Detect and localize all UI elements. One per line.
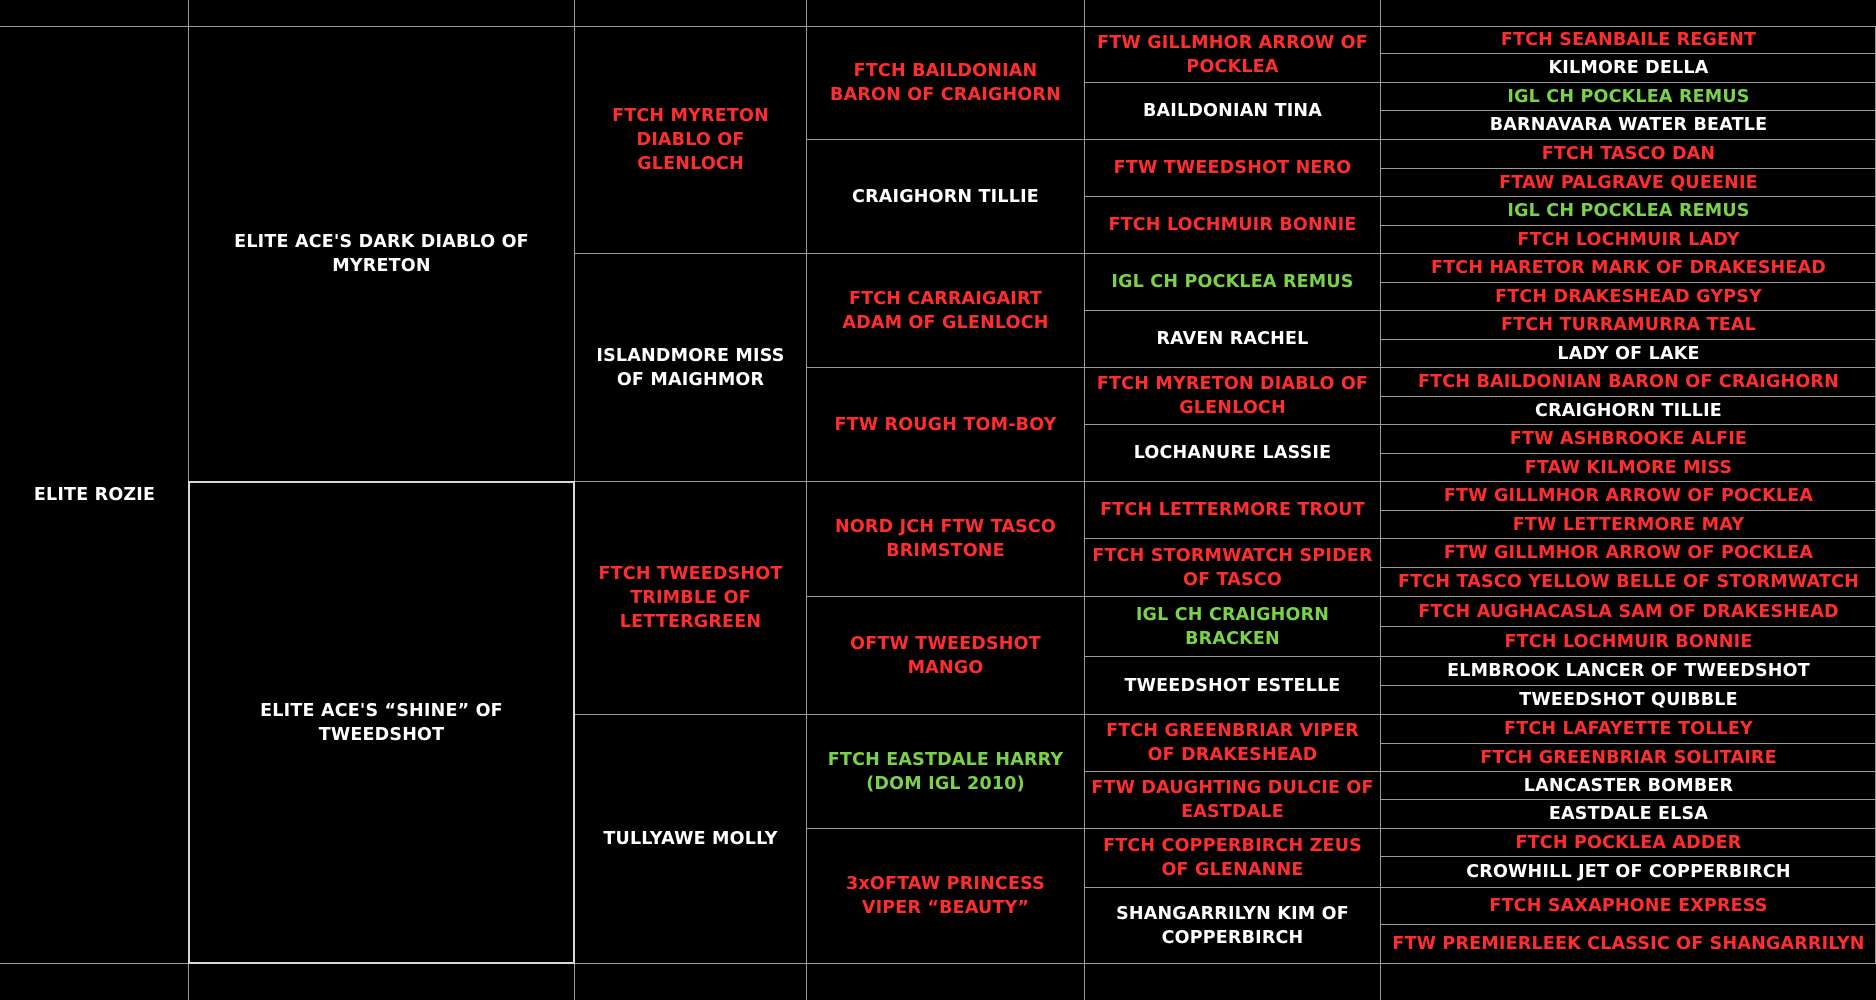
gen5-dog: FTCH TASCO DAN xyxy=(1541,144,1716,164)
gen5-dog: FTCH GREENBRIAR SOLITAIRE xyxy=(1480,747,1777,768)
gen3-dog: NORD JCH FTW TASCO BRIMSTONE xyxy=(834,517,1057,561)
gen4-dog: FTCH COPPERBIRCH ZEUS OF GLENANNE xyxy=(1103,836,1362,880)
gen5-dog: FTW LETTERMORE MAY xyxy=(1512,514,1745,535)
gen5-dog: TWEEDSHOT QUIBBLE xyxy=(1519,690,1738,710)
gen4-dog: FTCH GREENBRIAR VIPER OF DRAKESHEAD xyxy=(1106,721,1359,765)
gen2-dog: FTCH MYRETON DIABLO OF GLENLOCH xyxy=(612,106,769,174)
gen5-dog: FTAW KILMORE MISS xyxy=(1524,457,1733,478)
gen5-dog: IGL CH POCKLEA REMUS xyxy=(1507,86,1750,107)
gen3-dog: FTCH CARRAIGAIRT ADAM OF GLENLOCH xyxy=(842,288,1049,333)
gen5-dog: IGL CH POCKLEA REMUS xyxy=(1507,201,1750,221)
gen5-dog: FTCH BAILDONIAN BARON OF CRAIGHORN xyxy=(1418,372,1839,392)
gen5-dog: FTW PREMIERLEEK CLASSIC OF SHANGARRILYN xyxy=(1392,934,1865,954)
gen5-dog: FTCH POCKLEA ADDER xyxy=(1515,832,1742,853)
gen5-dog: FTW ASHBROOKE ALFIE xyxy=(1509,429,1748,449)
gen1-dog: ELITE ACE'S “SHINE” OF TWEEDSHOT xyxy=(260,700,503,745)
gen5-dog: FTCH SAXAPHONE EXPRESS xyxy=(1489,896,1768,916)
gen2-dog: TULLYAWE MOLLY xyxy=(603,829,778,849)
gen4-dog: FTW TWEEDSHOT NERO xyxy=(1113,158,1352,178)
gen4-dog: FTW DAUGHTING DULCIE OF EASTDALE xyxy=(1091,778,1374,822)
gen5-dog: KILMORE DELLA xyxy=(1548,58,1709,78)
gen5-dog: EASTDALE ELSA xyxy=(1548,804,1709,824)
gen5-dog: FTCH TASCO YELLOW BELLE OF STORMWATCH xyxy=(1398,572,1859,592)
gen5-dog: CROWHILL JET OF COPPERBIRCH xyxy=(1466,862,1791,882)
gen4-dog: FTW GILLMHOR ARROW OF POCKLEA xyxy=(1097,32,1368,77)
subject-dog: ELITE ROZIE xyxy=(33,485,156,505)
gen4-dog: SHANGARRILYN KIM OF COPPERBIRCH xyxy=(1116,903,1349,948)
gen5-dog: FTW GILLMHOR ARROW OF POCKLEA xyxy=(1443,486,1814,506)
gen4-dog: FTCH MYRETON DIABLO OF GLENLOCH xyxy=(1096,374,1369,418)
selection-frame xyxy=(188,481,575,964)
gen5-dog: CRAIGHORN TILLIE xyxy=(1535,400,1722,421)
gen5-dog: FTCH AUGHACASLA SAM OF DRAKESHEAD xyxy=(1418,601,1839,622)
gen5-dog: LANCASTER BOMBER xyxy=(1523,775,1734,796)
gen5-dog: FTCH SEANBAILE REGENT xyxy=(1500,30,1757,50)
gen4-dog: RAVEN RACHEL xyxy=(1156,329,1309,349)
gen5-dog: FTCH DRAKESHEAD GYPSY xyxy=(1495,286,1762,307)
gen3-dog: CRAIGHORN TILLIE xyxy=(852,186,1039,207)
gen3-dog: FTCH BAILDONIAN BARON OF CRAIGHORN xyxy=(830,61,1061,105)
gen5-dog: FTCH LOCHMUIR BONNIE xyxy=(1504,631,1753,652)
gen3-dog: OFTW TWEEDSHOT MANGO xyxy=(850,633,1041,678)
gen5-dog: FTCH LAFAYETTE TOLLEY xyxy=(1504,719,1753,739)
gen4-dog: FTCH LOCHMUIR BONNIE xyxy=(1108,215,1357,235)
gen2-dog: ISLANDMORE MISS OF MAIGHMOR xyxy=(596,345,785,390)
gen4-dog: FTCH LETTERMORE TROUT xyxy=(1100,500,1365,520)
gen4-dog: TWEEDSHOT ESTELLE xyxy=(1124,675,1341,696)
gen4-dog: BAILDONIAN TINA xyxy=(1142,101,1323,121)
gen3-dog: 3xOFTAW PRINCESS VIPER “BEAUTY” xyxy=(846,874,1045,918)
gen3-dog: FTCH EASTDALE HARRY (DOM IGL 2010) xyxy=(827,749,1064,794)
gen5-dog: FTW GILLMHOR ARROW OF POCKLEA xyxy=(1443,543,1814,563)
gen1-dog: ELITE ACE'S DARK DIABLO OF MYRETON xyxy=(234,232,529,276)
gen5-dog: BARNAVARA WATER BEATLE xyxy=(1489,115,1768,135)
gen4-dog: IGL CH CRAIGHORN BRACKEN xyxy=(1135,604,1330,649)
gen2-dog: FTCH TWEEDSHOT TRIMBLE OF LETTERGREEN xyxy=(598,564,783,632)
gen4-dog: FTCH STORMWATCH SPIDER OF TASCO xyxy=(1092,545,1373,590)
gen5-dog: FTAW PALGRAVE QUEENIE xyxy=(1499,172,1758,193)
gen5-dog: FTCH TURRAMURRA TEAL xyxy=(1501,315,1756,335)
gen5-dog: FTCH LOCHMUIR LADY xyxy=(1517,229,1740,250)
gen5-dog: FTCH HARETOR MARK OF DRAKESHEAD xyxy=(1430,258,1827,278)
gen4-dog: IGL CH POCKLEA REMUS xyxy=(1111,272,1354,292)
gen5-dog: ELMBROOK LANCER OF TWEEDSHOT xyxy=(1447,661,1810,681)
gen5-dog: LADY OF LAKE xyxy=(1557,343,1700,364)
gen4-dog: LOCHANURE LASSIE xyxy=(1133,443,1332,463)
gen3-dog: FTW ROUGH TOM-BOY xyxy=(834,414,1057,435)
